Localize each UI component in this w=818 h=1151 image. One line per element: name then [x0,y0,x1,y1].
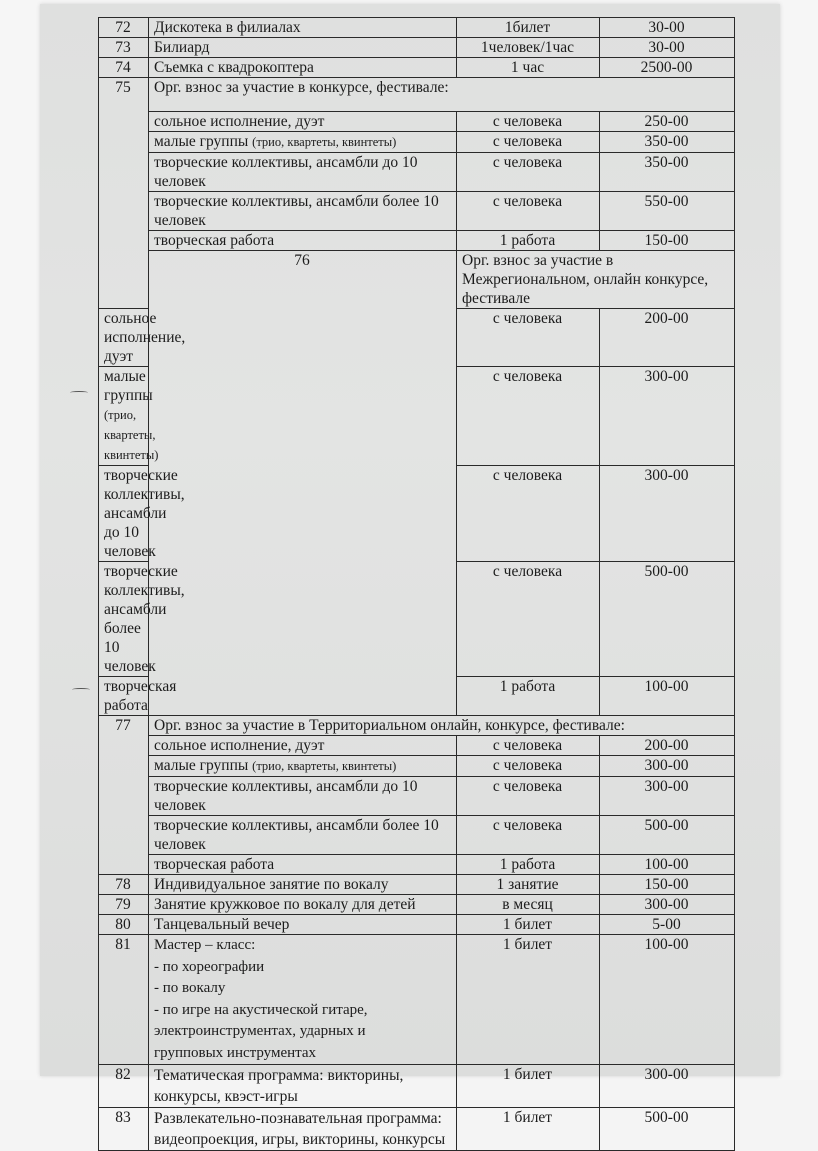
list-line: групповых инструментах [154,1044,317,1061]
table-row [99,192,735,231]
table-row [99,816,735,855]
unit-cell: 1 билет [457,915,600,935]
unit-cell: 1 работа [457,231,600,251]
row-number: 74 [99,58,149,78]
price-cell: 100-00 [600,935,735,1065]
service-name: творческие коллективы, ансамбли более 10 человек [99,562,149,677]
unit-cell: 1 работа [457,677,600,716]
unit-cell: 1человек/1час [457,38,600,58]
table-row [99,777,735,816]
service-name: творческие коллективы, ансамбли до 10 человек [149,153,457,192]
table-row [99,736,735,756]
list-line: электроинструментах, ударных и [154,1023,366,1039]
price-cell: 100-00 [600,677,735,716]
service-name: малые группы (трио, квартеты, квинтеты) [149,756,457,777]
table-row [99,716,735,736]
price-cell: 350-00 [600,153,735,192]
unit-cell: 1 билет [457,935,600,1065]
service-name: творческие коллективы, ансамбли более 10 человек [149,192,457,231]
price-cell: 500-00 [600,816,735,855]
table-row [99,855,735,875]
service-name-note: (трио, квартеты, квинтеты) [252,759,397,773]
service-name: Билиард [149,38,457,58]
row-number: 79 [99,895,149,915]
margin-pencil-mark [72,688,90,691]
unit-cell: с человека [457,756,600,777]
service-name: сольное исполнение, дуэт [149,736,457,756]
unit-cell: 1билет [457,18,600,38]
row-number: 83 [99,1108,149,1151]
price-cell: 100-00 [600,855,735,875]
service-name: малые группы (трио, квартеты, квинтеты) [149,132,457,153]
table-row [99,112,735,132]
price-cell: 300-00 [600,367,735,466]
price-cell: 30-00 [600,38,735,58]
list-line: - по игре на акустической гитаре, [154,1001,368,1018]
unit-cell: с человека [457,192,600,231]
table-row [99,1108,735,1151]
price-cell: 2500-00 [600,58,735,78]
table-row [99,18,735,38]
price-cell: 550-00 [600,192,735,231]
service-name: сольное исполнение, дуэт [99,309,149,367]
list-line: - по хореографии [154,958,265,975]
service-name-note: (трио, квартеты, квинтеты) [104,408,159,462]
unit-cell: 1 билет [457,1108,600,1151]
price-cell: 300-00 [600,895,735,915]
service-name: творческая работа [149,231,457,251]
service-name: Дискотека в филиалах [149,18,457,38]
unit-cell: 1 занятие [457,875,600,895]
table-row [99,251,735,309]
service-name: Тематическая программа: викторины, конкурсы, квэст-игры [149,1065,457,1108]
price-cell: 350-00 [600,132,735,153]
table-row [99,756,735,777]
table-row [99,915,735,935]
row-number: 72 [99,18,149,38]
row-number: 73 [99,38,149,58]
table-row [99,38,735,58]
price-cell: 150-00 [600,231,735,251]
service-name: Занятие кружковое по вокалу для детей [149,895,457,915]
unit-cell: с человека [457,309,600,367]
row-number: 75 [99,78,149,309]
unit-cell: 1 билет [457,1065,600,1108]
service-name: Танцевальный вечер [149,915,457,935]
unit-cell: с человека [457,132,600,153]
section-title: Орг. взнос за участие в Межрегиональном, онлайн конкурсе, фестивале [457,251,735,309]
service-name: Съемка с квадрокоптера [149,58,457,78]
price-cell: 200-00 [600,736,735,756]
unit-cell: 1 час [457,58,600,78]
table-row [99,58,735,78]
price-cell: 30-00 [600,18,735,38]
table-row [99,153,735,192]
price-cell: 250-00 [600,112,735,132]
table-row [99,132,735,153]
unit-cell: в месяц [457,895,600,915]
unit-cell: с человека [457,562,600,677]
unit-cell: с человека [457,777,600,816]
unit-cell: с человека [457,367,600,466]
service-name: Развлекательно-познавательная программа: видеопроекция, игры, викторины, конкурсы [149,1108,457,1151]
row-number: 76 [149,251,457,716]
unit-cell: с человека [457,153,600,192]
price-cell: 300-00 [600,756,735,777]
table-row [99,1065,735,1108]
list-line: - по вокалу [154,980,226,996]
service-name: творческая работа [99,677,149,716]
section-title: Орг. взнос за участие в конкурсе, фестивале: [149,78,735,112]
service-name: Индивидуальное занятие по вокалу [149,875,457,895]
row-number: 81 [99,935,149,1065]
service-name: творческие коллективы, ансамбли более 10 человек [149,816,457,855]
price-cell: 500-00 [600,562,735,677]
table-row [99,895,735,915]
price-cell: 300-00 [600,777,735,816]
section-title: Орг. взнос за участие в Территориальном онлайн, конкурсе, фестивале: [149,716,735,736]
row-number: 80 [99,915,149,935]
unit-cell: с человека [457,736,600,756]
service-name: творческие коллективы, ансамбли до 10 человек [99,466,149,562]
price-cell: 300-00 [600,1065,735,1108]
price-cell: 500-00 [600,1108,735,1151]
price-cell: 200-00 [600,309,735,367]
service-name: малые группы (трио, квартеты, квинтеты) [99,367,149,466]
row-number: 77 [99,716,149,875]
price-cell: 300-00 [600,466,735,562]
unit-cell: с человека [457,466,600,562]
row-number: 82 [99,1065,149,1108]
price-cell: 150-00 [600,875,735,895]
price-cell: 5-00 [600,915,735,935]
margin-pencil-mark [70,391,88,394]
row-number: 78 [99,875,149,895]
list-line: Мастер – класс: [154,937,256,953]
unit-cell: с человека [457,816,600,855]
table-row [99,935,735,1065]
service-name: сольное исполнение, дуэт [149,112,457,132]
table-row [99,875,735,895]
service-name [149,935,457,1065]
unit-cell: 1 работа [457,855,600,875]
service-name-note: (трио, квартеты, квинтеты) [252,135,397,149]
service-name: творческие коллективы, ансамбли до 10 человек [149,777,457,816]
service-name: творческая работа [149,855,457,875]
unit-cell: с человека [457,112,600,132]
table-row [99,231,735,251]
price-list-table [98,17,735,1151]
table-row [99,78,735,112]
